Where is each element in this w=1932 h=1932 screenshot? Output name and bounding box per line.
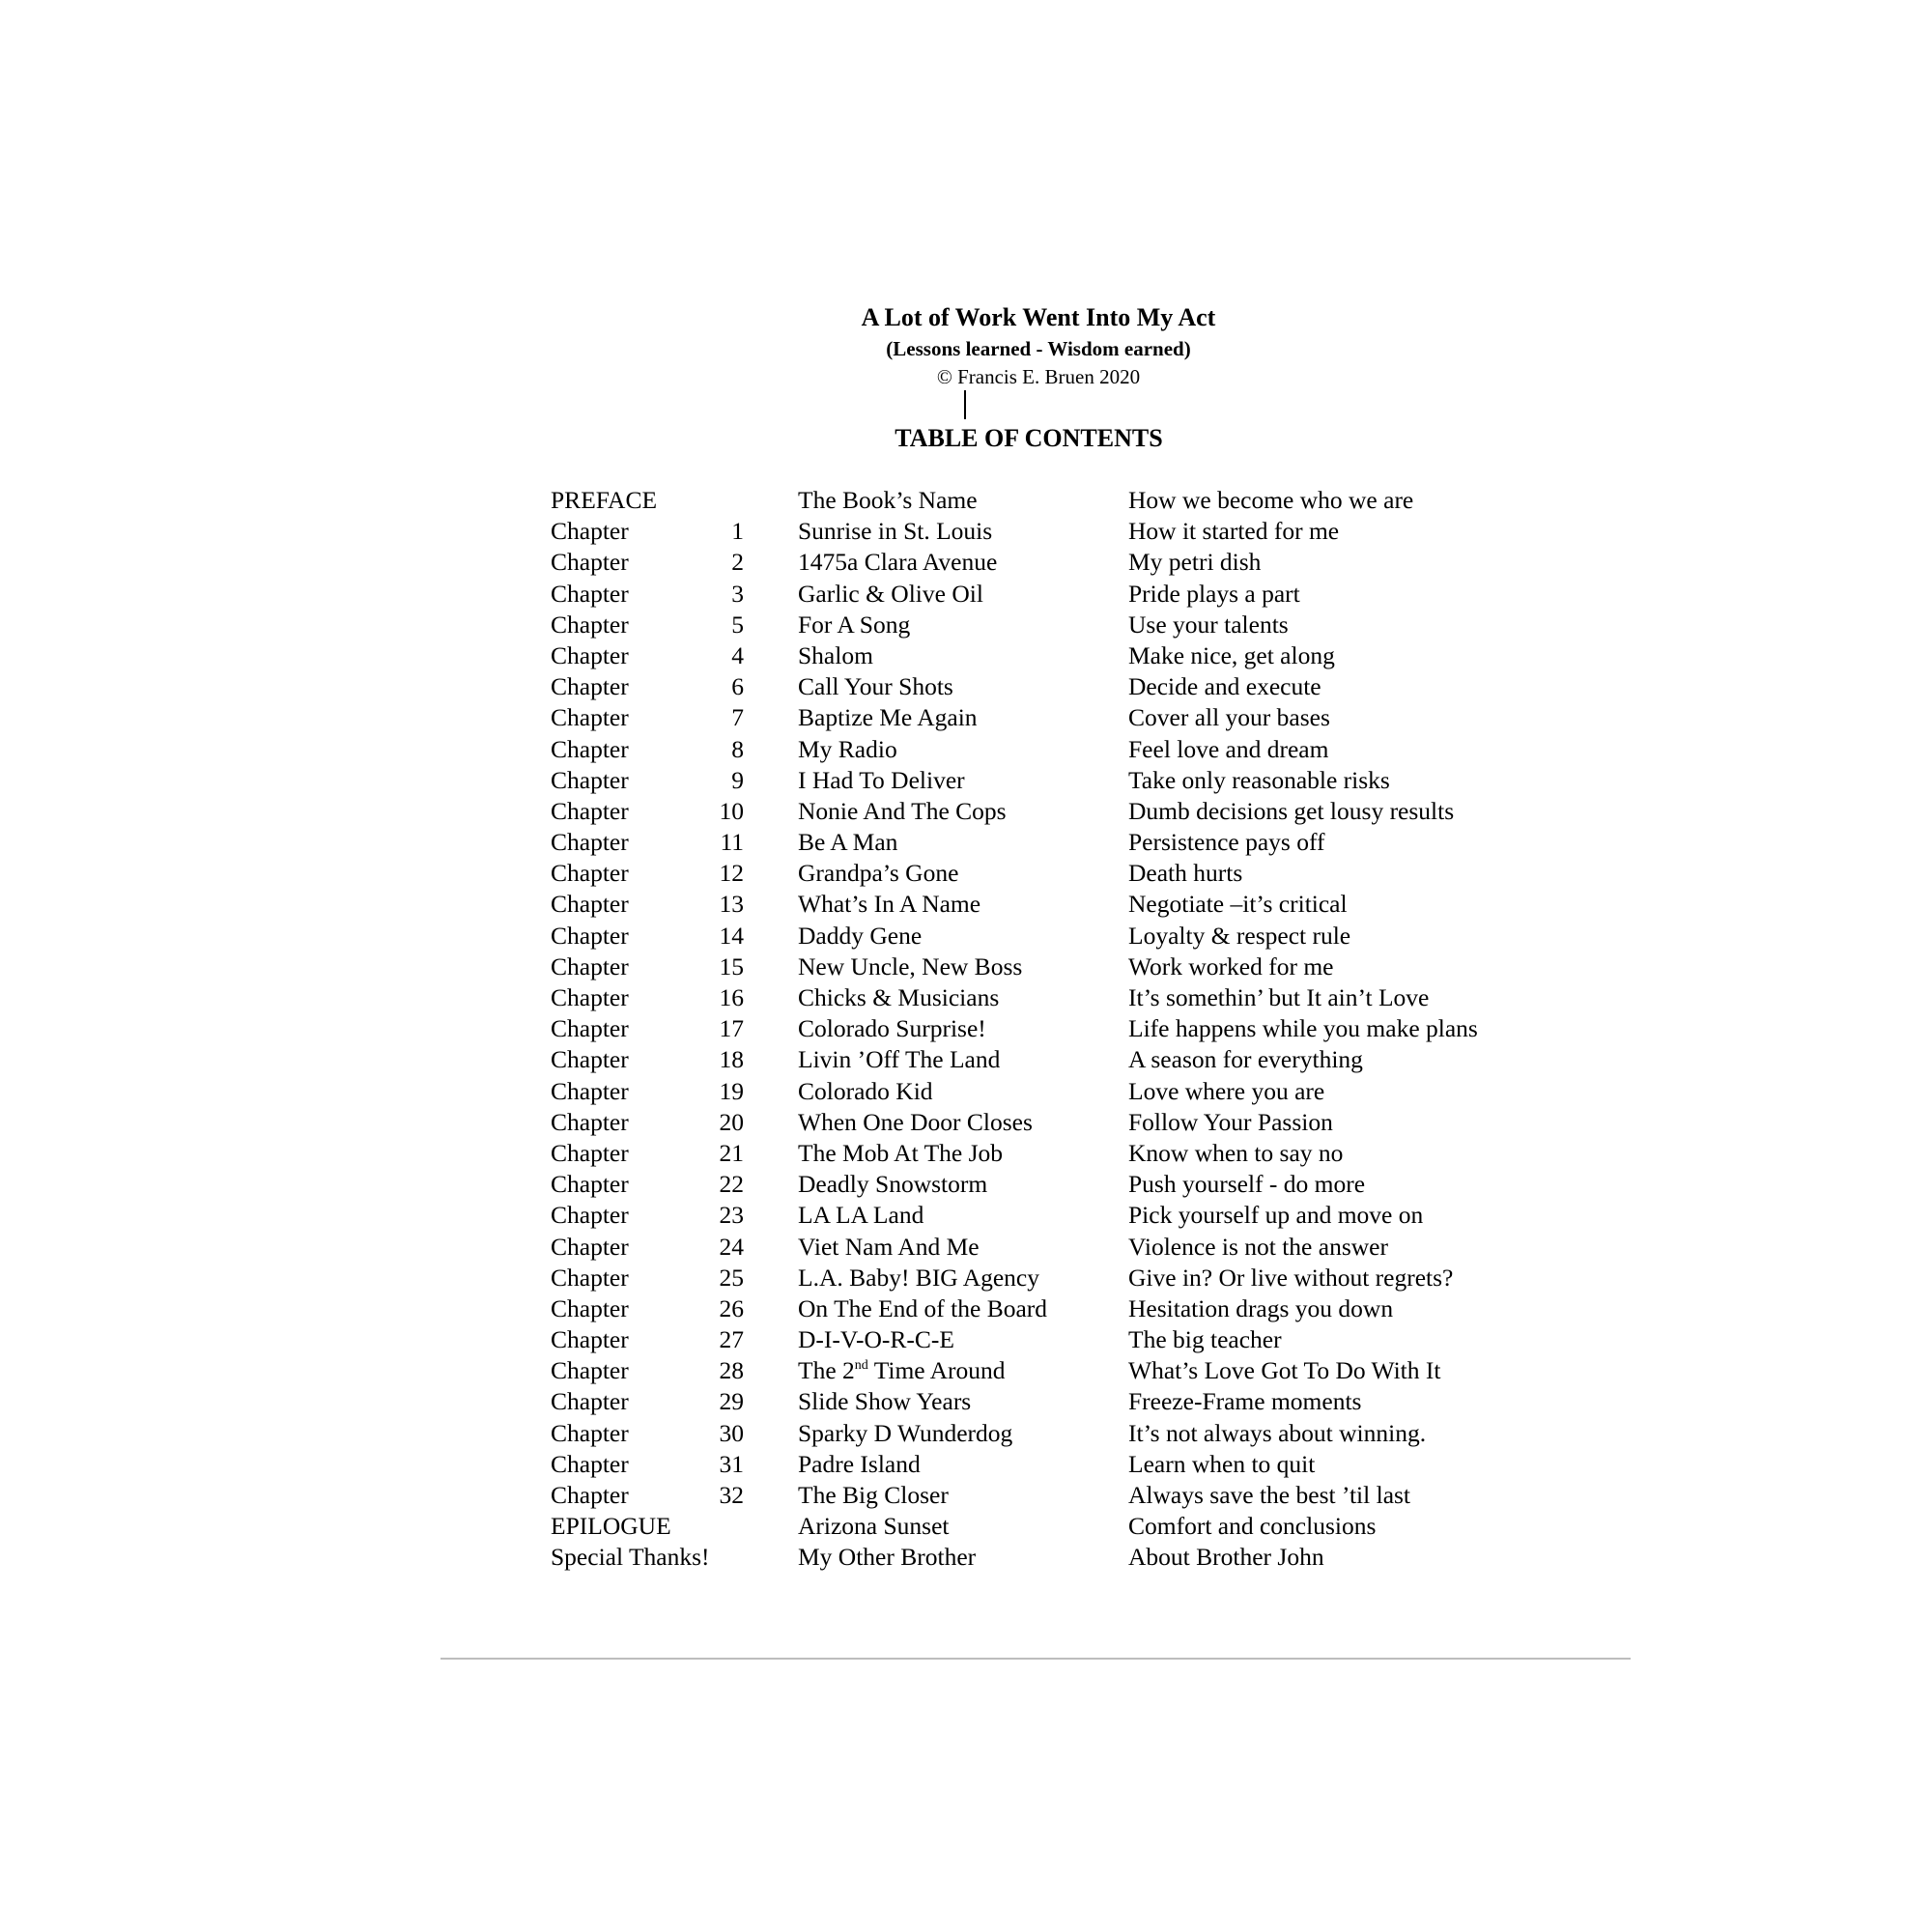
toc-entry-kind: Chapter (551, 1263, 629, 1292)
toc-chapter-number: 8 (731, 734, 744, 763)
toc-entry-kind: Chapter (551, 1045, 629, 1074)
toc-chapter-lesson: Persistence pays off (1128, 828, 1325, 857)
toc-chapter-number: 17 (719, 1014, 744, 1043)
toc-entry-kind: Chapter (551, 1325, 629, 1354)
toc-row (551, 1293, 1555, 1324)
page-divider (440, 1658, 1631, 1660)
toc-entry-kind: Chapter (551, 672, 629, 701)
toc-entry-kind: Chapter (551, 921, 629, 950)
toc-chapter-title: L.A. Baby! BIG Agency (798, 1263, 1039, 1292)
toc-chapter-title: LA LA Land (798, 1201, 924, 1230)
toc-entry-kind: EPILOGUE (551, 1512, 671, 1541)
toc-chapter-lesson: My petri dish (1128, 548, 1262, 577)
toc-chapter-title: Sparky D Wunderdog (798, 1418, 1013, 1447)
toc-entry-kind: Chapter (551, 579, 629, 608)
toc-chapter-title: What’s In A Name (798, 890, 981, 919)
toc-chapter-number: 20 (719, 1107, 744, 1136)
toc-chapter-title: Chicks & Musicians (798, 983, 1000, 1011)
toc-chapter-lesson: It’s somethin’ but It ain’t Love (1128, 983, 1430, 1011)
toc-entry-kind: Chapter (551, 734, 629, 763)
toc-row (551, 1107, 1555, 1138)
toc-chapter-number: 29 (719, 1387, 744, 1416)
toc-entry-kind: Chapter (551, 548, 629, 577)
toc-entry-kind: Chapter (551, 890, 629, 919)
toc-entry-kind: Chapter (551, 703, 629, 732)
toc-chapter-lesson: It’s not always about winning. (1128, 1418, 1427, 1447)
toc-row (551, 734, 1555, 765)
toc-chapter-lesson: Pick yourself up and move on (1128, 1201, 1424, 1230)
toc-chapter-title: Baptize Me Again (798, 703, 978, 732)
table-of-contents (551, 485, 1555, 1574)
toc-chapter-lesson: Negotiate –it’s critical (1128, 890, 1348, 919)
toc-row (551, 1418, 1555, 1449)
toc-chapter-lesson: Decide and execute (1128, 672, 1321, 701)
toc-chapter-lesson: Work worked for me (1128, 952, 1334, 980)
toc-chapter-number: 6 (731, 672, 744, 701)
toc-chapter-number: 21 (719, 1138, 744, 1167)
toc-chapter-number: 11 (720, 828, 744, 857)
toc-row (551, 952, 1555, 982)
toc-chapter-number: 4 (731, 640, 744, 669)
toc-chapter-number: 1 (731, 517, 744, 546)
toc-chapter-lesson: Follow Your Passion (1128, 1107, 1333, 1136)
toc-entry-kind: Chapter (551, 1449, 629, 1478)
toc-entry-kind: Chapter (551, 1170, 629, 1199)
toc-row (551, 640, 1555, 671)
toc-row (551, 1449, 1555, 1480)
toc-chapter-lesson: Give in? Or live without regrets? (1128, 1263, 1454, 1292)
toc-chapter-title (798, 1355, 1006, 1386)
toc-row (551, 1355, 1555, 1386)
toc-chapter-number: 9 (731, 765, 744, 794)
toc-row (551, 1386, 1555, 1417)
toc-chapter-title: D-I-V-O-R-C-E (798, 1325, 954, 1354)
toc-chapter-lesson: Hesitation drags you down (1128, 1293, 1394, 1322)
toc-chapter-number: 31 (719, 1449, 744, 1478)
toc-entry-kind: Chapter (551, 765, 629, 794)
toc-chapter-lesson: Violence is not the answer (1128, 1232, 1388, 1261)
toc-row (551, 796, 1555, 827)
toc-heading: TABLE OF CONTENTS (895, 424, 1163, 452)
toc-chapter-number: 27 (719, 1325, 744, 1354)
toc-row (551, 1013, 1555, 1044)
toc-row (551, 982, 1555, 1013)
toc-entry-kind: Chapter (551, 1076, 629, 1105)
toc-chapter-lesson: Life happens while you make plans (1128, 1014, 1478, 1043)
toc-chapter-lesson: Freeze-Frame moments (1128, 1387, 1362, 1416)
toc-entry-kind: Chapter (551, 1232, 629, 1261)
toc-chapter-lesson: How it started for me (1128, 517, 1340, 546)
toc-entry-kind: Chapter (551, 1356, 629, 1385)
toc-entry-kind: Chapter (551, 1293, 629, 1322)
toc-row (551, 765, 1555, 796)
toc-chapter-lesson: Cover all your bases (1128, 703, 1330, 732)
toc-chapter-title: Livin ’Off The Land (798, 1045, 1001, 1074)
toc-chapter-lesson: Take only reasonable risks (1128, 765, 1390, 794)
toc-chapter-number: 25 (719, 1263, 744, 1292)
toc-entry-kind: Special Thanks! (551, 1543, 710, 1572)
toc-entry-kind: Chapter (551, 1481, 629, 1509)
toc-row (551, 1511, 1555, 1542)
toc-chapter-title-superscript: nd (854, 1358, 868, 1374)
toc-chapter-title: The Book’s Name (798, 486, 978, 514)
toc-chapter-lesson: Learn when to quit (1128, 1449, 1316, 1478)
toc-chapter-number: 23 (719, 1201, 744, 1230)
toc-entry-kind: Chapter (551, 983, 629, 1011)
toc-entry-kind: Chapter (551, 1107, 629, 1136)
toc-row (551, 1324, 1555, 1355)
toc-chapter-title: Colorado Kid (798, 1076, 933, 1105)
toc-chapter-lesson: Death hurts (1128, 859, 1243, 888)
toc-chapter-number: 30 (719, 1418, 744, 1447)
toc-chapter-title-text-rest: Time Around (867, 1356, 1006, 1385)
toc-row (551, 485, 1555, 516)
toc-chapter-number: 24 (719, 1232, 744, 1261)
toc-chapter-lesson: Comfort and conclusions (1128, 1512, 1377, 1541)
toc-row (551, 1542, 1555, 1573)
toc-chapter-title: I Had To Deliver (798, 765, 965, 794)
toc-row (551, 702, 1555, 733)
toc-chapter-title: The Big Closer (798, 1481, 949, 1509)
toc-chapter-lesson: A season for everything (1128, 1045, 1363, 1074)
book-subtitle: (Lessons learned - Wisdom earned) (886, 337, 1191, 360)
toc-chapter-title: On The End of the Board (798, 1293, 1048, 1322)
toc-chapter-title: My Other Brother (798, 1543, 977, 1572)
toc-chapter-lesson: Pride plays a part (1128, 579, 1300, 608)
toc-chapter-title: Arizona Sunset (798, 1512, 950, 1541)
toc-chapter-number: 32 (719, 1481, 744, 1509)
toc-chapter-lesson: Know when to say no (1128, 1138, 1344, 1167)
toc-chapter-title: New Uncle, New Boss (798, 952, 1023, 980)
toc-chapter-number: 22 (719, 1170, 744, 1199)
toc-row (551, 1138, 1555, 1169)
toc-entry-kind: Chapter (551, 796, 629, 825)
toc-chapter-lesson: Feel love and dream (1128, 734, 1329, 763)
toc-entry-kind: Chapter (551, 1387, 629, 1416)
toc-entry-kind: Chapter (551, 1138, 629, 1167)
toc-chapter-number: 15 (719, 952, 744, 980)
toc-chapter-title: My Radio (798, 734, 897, 763)
toc-row (551, 1076, 1555, 1107)
toc-chapter-number: 2 (731, 548, 744, 577)
toc-row (551, 547, 1555, 578)
toc-chapter-title: Garlic & Olive Oil (798, 579, 983, 608)
toc-chapter-number: 26 (719, 1293, 744, 1322)
toc-entry-kind: PREFACE (551, 486, 658, 514)
toc-chapter-number: 10 (719, 796, 744, 825)
toc-chapter-number: 28 (719, 1356, 744, 1385)
toc-chapter-number: 18 (719, 1045, 744, 1074)
toc-chapter-title: Slide Show Years (798, 1387, 972, 1416)
toc-chapter-title: For A Song (798, 610, 911, 639)
text-cursor (964, 390, 966, 419)
toc-row (551, 921, 1555, 952)
toc-row (551, 516, 1555, 547)
toc-chapter-title: Padre Island (798, 1449, 921, 1478)
toc-entry-kind: Chapter (551, 610, 629, 639)
toc-entry-kind: Chapter (551, 1201, 629, 1230)
toc-chapter-lesson: Dumb decisions get lousy results (1128, 796, 1455, 825)
toc-chapter-title: Sunrise in St. Louis (798, 517, 993, 546)
toc-chapter-number: 16 (719, 983, 744, 1011)
toc-chapter-title-text: The 2 (798, 1356, 855, 1385)
toc-row (551, 1263, 1555, 1293)
toc-chapter-title: Colorado Surprise! (798, 1014, 986, 1043)
toc-entry-kind: Chapter (551, 517, 629, 546)
toc-entry-kind: Chapter (551, 828, 629, 857)
toc-entry-kind: Chapter (551, 1014, 629, 1043)
toc-chapter-lesson: What’s Love Got To Do With It (1128, 1356, 1441, 1385)
toc-chapter-lesson: The big teacher (1128, 1325, 1282, 1354)
toc-row (551, 889, 1555, 920)
toc-chapter-number: 3 (731, 579, 744, 608)
toc-chapter-number: 5 (731, 610, 744, 639)
toc-entry-kind: Chapter (551, 640, 629, 669)
toc-chapter-title: When One Door Closes (798, 1107, 1033, 1136)
toc-chapter-lesson: Push yourself - do more (1128, 1170, 1366, 1199)
toc-chapter-lesson: Make nice, get along (1128, 640, 1335, 669)
toc-chapter-lesson: Loyalty & respect rule (1128, 921, 1351, 950)
toc-chapter-lesson: Love where you are (1128, 1076, 1325, 1105)
book-title: A Lot of Work Went Into My Act (861, 303, 1216, 331)
toc-chapter-lesson: About Brother John (1128, 1543, 1324, 1572)
toc-entry-kind: Chapter (551, 952, 629, 980)
toc-chapter-number: 7 (731, 703, 744, 732)
toc-chapter-title: Nonie And The Cops (798, 796, 1007, 825)
toc-chapter-title: Deadly Snowstorm (798, 1170, 988, 1199)
toc-chapter-lesson: How we become who we are (1128, 486, 1414, 514)
toc-entry-kind: Chapter (551, 859, 629, 888)
toc-row (551, 1044, 1555, 1075)
toc-chapter-number: 14 (719, 921, 744, 950)
toc-chapter-lesson: Always save the best ’til last (1128, 1481, 1411, 1509)
toc-chapter-number: 13 (719, 890, 744, 919)
toc-chapter-title: Grandpa’s Gone (798, 859, 959, 888)
toc-row (551, 1480, 1555, 1511)
toc-entry-kind: Chapter (551, 1418, 629, 1447)
toc-chapter-title: Viet Nam And Me (798, 1232, 980, 1261)
toc-chapter-lesson: Use your talents (1128, 610, 1289, 639)
toc-chapter-title: Shalom (798, 640, 873, 669)
toc-row (551, 610, 1555, 640)
toc-row (551, 858, 1555, 889)
toc-row (551, 671, 1555, 702)
toc-row (551, 827, 1555, 858)
toc-row (551, 1200, 1555, 1231)
toc-chapter-number: 19 (719, 1076, 744, 1105)
copyright-line: © Francis E. Bruen 2020 (936, 365, 1141, 388)
toc-chapter-title: 1475a Clara Avenue (798, 548, 998, 577)
toc-row (551, 579, 1555, 610)
toc-chapter-title: Be A Man (798, 828, 898, 857)
toc-chapter-title: Daddy Gene (798, 921, 923, 950)
toc-chapter-number: 12 (719, 859, 744, 888)
toc-chapter-title: The Mob At The Job (798, 1138, 1004, 1167)
document-header (0, 301, 1932, 390)
toc-row (551, 1169, 1555, 1200)
toc-row (551, 1232, 1555, 1263)
toc-chapter-title: Call Your Shots (798, 672, 953, 701)
